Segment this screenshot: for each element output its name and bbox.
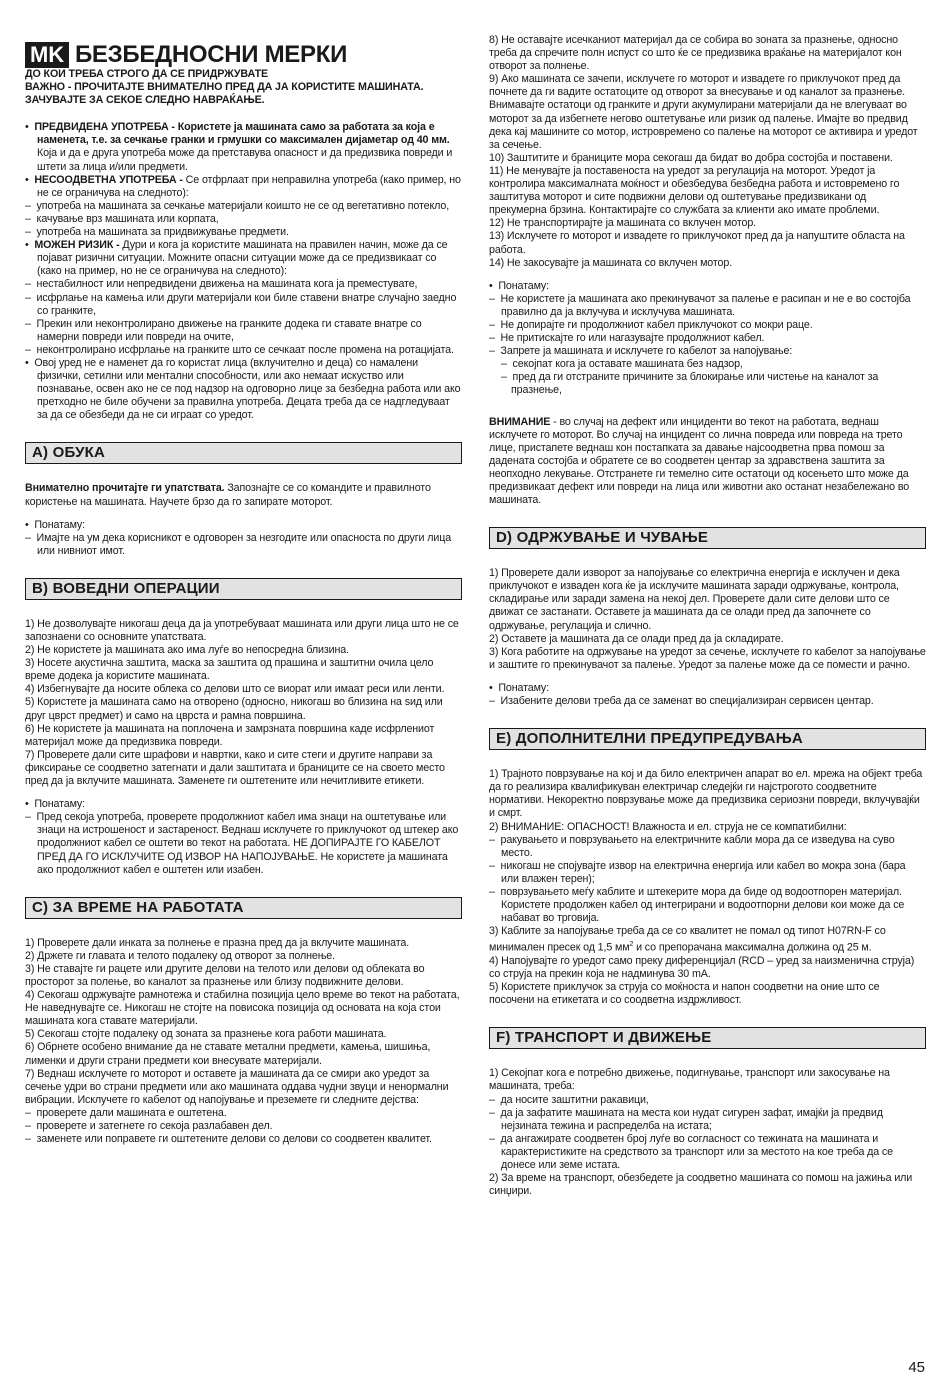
list-item: – Прекин или неконтролирано движење на гранките додека ги ставате внатре со намерни повреди или повреди на очите, xyxy=(25,317,422,343)
list-item: – Запрете ја машината и исклучете го кабелот за напојување: xyxy=(489,345,793,358)
list-item: – неконтролирано исфрлање на гранките што се сечкаат после промена на ротацијата. xyxy=(25,343,454,356)
list-item: – Не притискајте го или нагазувајте продолжниот кабел. xyxy=(489,332,765,345)
numbered-item: 13) Исклучете го моторот и извадете го приклучокот пред да ја напуштите областа на работа. xyxy=(489,230,905,256)
possible-risk-paragraph: • МОЖЕН РИЗИК - Дури и кога ја користите машината на правилен начин, може да се појават ризични ситуации. Можните опасни ситуации може да се предизвикаат со (како на пример, но не се ограничува на следното): xyxy=(25,239,448,278)
numbered-item: 2) Оставете ја машината да се олади пред да ја складирате. xyxy=(489,632,784,645)
language-badge: MK xyxy=(25,42,69,68)
training-paragraph: Внимателно прочитајте ги упатствата. Запознајте се со командите и правилното користење на машината. Научете брзо да го запирате моторот. xyxy=(25,482,431,508)
right-column xyxy=(489,34,926,1198)
numbered-item: 14) Не закосувајте ја машината со вклучен мотор. xyxy=(489,256,733,269)
list-item: – Изабените делови треба да се заменат во специјализиран сервисен центар. xyxy=(489,695,874,708)
numbered-item: 3) Не ставајте ги рацете или другите делови на телото или делови од облеката во просторот за полење, во каналот за празнење или близу подвижните делови. xyxy=(25,962,425,988)
numbered-item: 1) Проверете дали изворот за напојување со електрична енергија е исклучен и дека приклучокот е изваден кога ќе ја исклучите машината заради одржување, контрола, складирање или заради замена на некој дел. Проверете дали сите делови што се движат се застанати. Оставете ја машината да се олади пред да започнете со одржување, регулација и слично. xyxy=(489,567,900,632)
list-item: – никогаш не спојувајте извор на електрична енергија или кабел во мокра зона (бара или влажен терен); xyxy=(489,859,906,885)
list-item: – проверете и затегнете го секоја разлабавен дел. xyxy=(25,1120,273,1132)
numbered-item: 4) Напојувајте го уредот само преку диференцијал (RCD – уред за наизменична струја) со струја на прекин која не надминува 30 mA. xyxy=(489,955,915,981)
numbered-item: 5) Користете приклучок за струја со моќноста и напон соодветни на оние што се посочени на етикетата и со соодветна издржливост. xyxy=(489,981,880,1007)
page-header xyxy=(25,34,462,68)
further-label: • Понатаму: xyxy=(25,798,85,811)
section-heading-maintenance: D) ОДРЖУВАЊЕ И ЧУВАЊЕ xyxy=(489,527,926,549)
section-heading-training: A) ОБУКА xyxy=(25,442,462,464)
improper-use-paragraph: • НЕСООДВЕТНА УПОТРЕБА - Се отфрлаат при неправилна употреба (како пример, но не се ограничува на следното): xyxy=(25,173,461,199)
list-item: – Пред секоја употреба, проверете продолжниот кабел има знаци на оштетување или знаци на истрошеност и застареност. Веднаш исклучете го приклучокот од штекер ако продолжниот кабел се оштети во текот на работата. НЕ ДОПИРАЈТЕ ГО КАБЕЛОТ ПРЕД ДА ГО ИСКЛУЧИТЕ ОД ИЗВОР НА НАПОЈУВАЊЕ. Не користете ја машината ако продолжниот кабел е оштетен или изабен. xyxy=(25,811,459,876)
numbered-item: 1) Секојпат кога е потребно движење, подигнување, транспорт или закосување на машината, треба: xyxy=(489,1067,890,1093)
section-heading-preliminary: B) ВОВЕДНИ ОПЕРАЦИИ xyxy=(25,578,462,600)
section-heading-transport: F) ТРАНСПОРТ И ДВИЖЕЊЕ xyxy=(489,1027,926,1049)
list-item: – Не допирајте ги продолжниот кабел приклучокот со мокри раце. xyxy=(489,318,813,331)
numbered-item: 2) Не користете ја машината ако има луѓе во непосредна близина. xyxy=(25,644,349,657)
numbered-item: 5) Користете ја машината само на отворено (односно, никогаш во близина на ѕид или друг цврст предмет) и само на цврста и рамна површина. xyxy=(25,696,443,722)
numbered-item: 3) Каблите за напојување треба да се со квалитет не помал од типот H07RN-F со минимален пресек од 1,5 $мм^2$ и со препорачана максимална должина од 25 м. xyxy=(489,925,886,954)
numbered-item: 5) Секогаш стојте подалеку од зоната за празнење кога работи машината. xyxy=(25,1028,387,1041)
sub-list-item: – пред да ги отстраните причините за блокирање или чистење на каналот за празнење, xyxy=(501,371,879,397)
numbered-item: 4) Избегнувајте да носите облека со делови што се виорат или имаат реси или ленти. xyxy=(25,683,445,696)
section-heading-additional-warnings: E) ДОПОЛНИТЕЛНИ ПРЕДУПРЕДУВАЊА xyxy=(489,728,926,750)
list-item: – ракувањето и поврзувањето на електричните кабли мора да се изведува на суво место. xyxy=(489,833,895,859)
numbered-item: 2) ВНИМАНИЕ: ОПАСНОСТ! Влажноста и ел. струја не се компатибилни: xyxy=(489,820,847,833)
section-heading-during-work: C) ЗА ВРЕМЕ НА РАБОТАТА xyxy=(25,897,462,919)
numbered-item: 7) Проверете дали сите шрафови и навртки, како и сите стеги и другите направи за фиксирање се соодветно затегнати и дали заштитата и браниците се на своето место пред да ја вклучите машината. Заменете ги оштетените или нечитливите етикети. xyxy=(25,748,445,788)
list-item: – исфрлање на камења или други материјали кои биле ставени внатре случајно заедно со гранките, xyxy=(25,291,457,317)
page-number: 45 xyxy=(908,1359,925,1376)
numbered-item: 8) Не оставајте исечканиот материјал да се собира во зоната за празнење, односно треба да спречите полн испуст со што ќе се предизвика враќање на материјалот кон отворот за полнење. xyxy=(489,34,902,73)
list-item: – Не користете ја машината ако прекинувачот за палење е расипан и не е во состојба правилно да ја вклучува и исклучува машината. xyxy=(489,292,911,318)
numbered-item: 4) Секогаш одржувајте рамнотежа и стабилна позиција цело време во текот на работата, Не наведнувајте се. Никогаш не стојте на повисока позиција од основата на која стои машината кога ставате материјали. xyxy=(25,989,460,1028)
numbered-item: 1) Проверете дали инката за полнење е празна пред да ја вклучите машината. xyxy=(25,936,410,949)
list-item: – употреба на машината за придвижување предмети. xyxy=(25,226,289,239)
children-notice-paragraph: • Овој уред не е наменет да го користат лица (вклучително и деца) со намалени физички, сетилни или ментални способности, или ако немаат искуство или познавање, освен ако не се под надзор на одговорно лице за безбедна работа или ако претходно не биле обучени за правилна употреба. Децата треба да се надгледуваат за да се обезбеди да не си играат со уредот. xyxy=(25,356,461,422)
numbered-item: 2) Држете ги главата и телото подалеку од отворот за полнење. xyxy=(25,949,335,962)
numbered-item: 11) Не менувајте ја поставеноста на уредот за регулација на моторот. Уредот ја контролира максималната моќност и обезбедува безбедна работа и истовремено го заштитува моторот и сите подвижни делови од оштетување предизвикани од прекумерна брзина. Контактирајте со службата за клиенти ако имате проблеми. xyxy=(489,164,900,217)
sub-list-item: – секојпат кога ја оставате машината без надзор, xyxy=(501,358,743,371)
left-column xyxy=(25,34,462,1146)
numbered-item: 1) Не дозволувајте никогаш деца да ја употребуваат машината или други лица што не се запознаени со основните упатствата. xyxy=(25,617,459,643)
page-subtitle: ДО КОИ ТРЕБА СТРОГО ДА СЕ ПРИДРЖУВАТЕ xyxy=(25,68,268,80)
numbered-item: 6) Не користете ја машината на поплочена и замрзната површина каде исфрлениот материјал може да предизвика повреди. xyxy=(25,722,435,748)
list-item: – да носите заштитни ракавици, xyxy=(489,1093,649,1106)
numbered-item: 3) Носете акустична заштита, маска за заштита од прашина и заштитни очила цело време додека ја користите машината. xyxy=(25,657,434,683)
list-item: – Имајте на ум дека корисникот е одговорен за незгодите или опасноста по други лица или нивниот имот. xyxy=(25,531,452,557)
numbered-item: 7) Веднаш исклучете го моторот и оставете ја машината да се смири ако уредот за сечење удри во страни предмети или ако машината оддава чудни звуци и ненормални вибрации. Исклучете го кабелот од напојување и преземете ги следните дејства: xyxy=(25,1067,449,1106)
numbered-item: 6) Обрнете особено внимание да не ставате метални предмети, камења, шишиња, лименки и други страни предмети кои внесувате материјали. xyxy=(25,1041,431,1067)
numbered-item: 3) Кога работите на одржување на уредот за сечење, исклучете го кабелот за напојување и заштите го прекинувачот за палење. Уредот за палење може да се помести и рачно. xyxy=(489,645,926,671)
attention-paragraph: ВНИМАНИЕ - во случај на дефект или инциденти во текот на работата, веднаш исклучете го моторот. Во случај на инцидент со лична повреда или повреда на трето лице, пристапете веднаш кон постапката за давање најсоодветна прва помош за дадената состојба и обратете се во соодветен центар за здравствена заштита за неопходно лекување. Отстранете ги темелно сите остатоци од косењето што може да предизвикаат дефект или повреди на лица или животни ако останат незабележано во машината. xyxy=(489,415,910,507)
list-item: – да ја зафатите машината на места кои нудат сигурен зафат, имајќи ја предвид нејзината тежина и распределба на истата; xyxy=(489,1106,883,1132)
list-item: – заменете или поправете ги оштетените делови со делови со соодветен квалитет. xyxy=(25,1133,432,1146)
list-item: – проверете дали машината е оштетена. xyxy=(25,1106,227,1119)
intended-use-paragraph: • ПРЕДВИДЕНА УПОТРЕБА - Користете ја машината само за работата за која е наменета, т.е. за сечкање гранки и грмушки со максимален дијаметар од 40 мм. Која и да е друга употреба може да претставува опасност и да предизвика повреди и штети за лица и/или предмети. xyxy=(25,121,453,173)
list-item: – употреба на машината за сечкање материјали коишто не се од вегетативно потекло, xyxy=(25,199,450,212)
list-item: – да ангажирате соодветен број луѓе во согласност со тежината на машината и карактеристиките на средството за транспорт или за местото на кое треба да се донесе или земе истата. xyxy=(489,1132,893,1172)
numbered-item: 12) Не транспортирајте ја машината со вклучен мотор. xyxy=(489,217,757,230)
numbered-item: 9) Ако машината се зачепи, исклучете го моторот и извадете го приклучокот пред да почнете да ги вадите остатоците од отворот за внесување и од каналот за празнење. Внимавајте остатоци од гранките и други акумулирани материјали да не влегуваат во моторот за да избегнете негово оштетување или ризик од палење. Имајте во предвид дека кај машините со мотор, истровремено со палење на моторот се активира и уредот за сечење. xyxy=(489,73,918,151)
further-label: • Понатаму: xyxy=(25,518,85,531)
further-label: • Понатаму: xyxy=(489,681,549,694)
page-title: БЕЗБЕДНОСНИ МЕРКИ xyxy=(74,41,348,68)
numbered-item: 10) Заштитите и браниците мора секогаш да бидат во добра состојба и поставени. xyxy=(489,151,893,164)
numbered-item: 1) Трајното поврзување на кој и да било електричен апарат во ел. мрежа на објект треба да го реализира квалификуван електричар следејќи ги најстрогото соодветните нормативи. Некоректно поврзување може да предизвика сериозни повреди, вклучувајќи и смрт. xyxy=(489,768,923,820)
important-notice: ВАЖНО - ПРОЧИТАЈТЕ ВНИМАТЕЛНО ПРЕД ДА ЈА КОРИСТИТЕ МАШИНАТА. ЗАЧУВАЈТЕ ЗА СЕКОЕ СЛЕДНО НАВРАЌАЊЕ. xyxy=(25,81,424,107)
list-item: – качување врз машината или корпата, xyxy=(25,212,219,225)
further-label: • Понатаму: xyxy=(489,279,549,292)
list-item: – нестабилност или непредвидени движења на машината кога ја преместувате, xyxy=(25,278,418,291)
numbered-item: 2) За време на транспорт, обезбедете ја соодветно машината со помош на јажиња или синџири. xyxy=(489,1172,913,1198)
list-item: – поврзувањето меѓу каблите и штекерите мора да биде од водоотпорен материјал. Користете продолжен кабел од интегрирани и водоотпорни делови кои може да се набават во трговија. xyxy=(489,885,905,925)
